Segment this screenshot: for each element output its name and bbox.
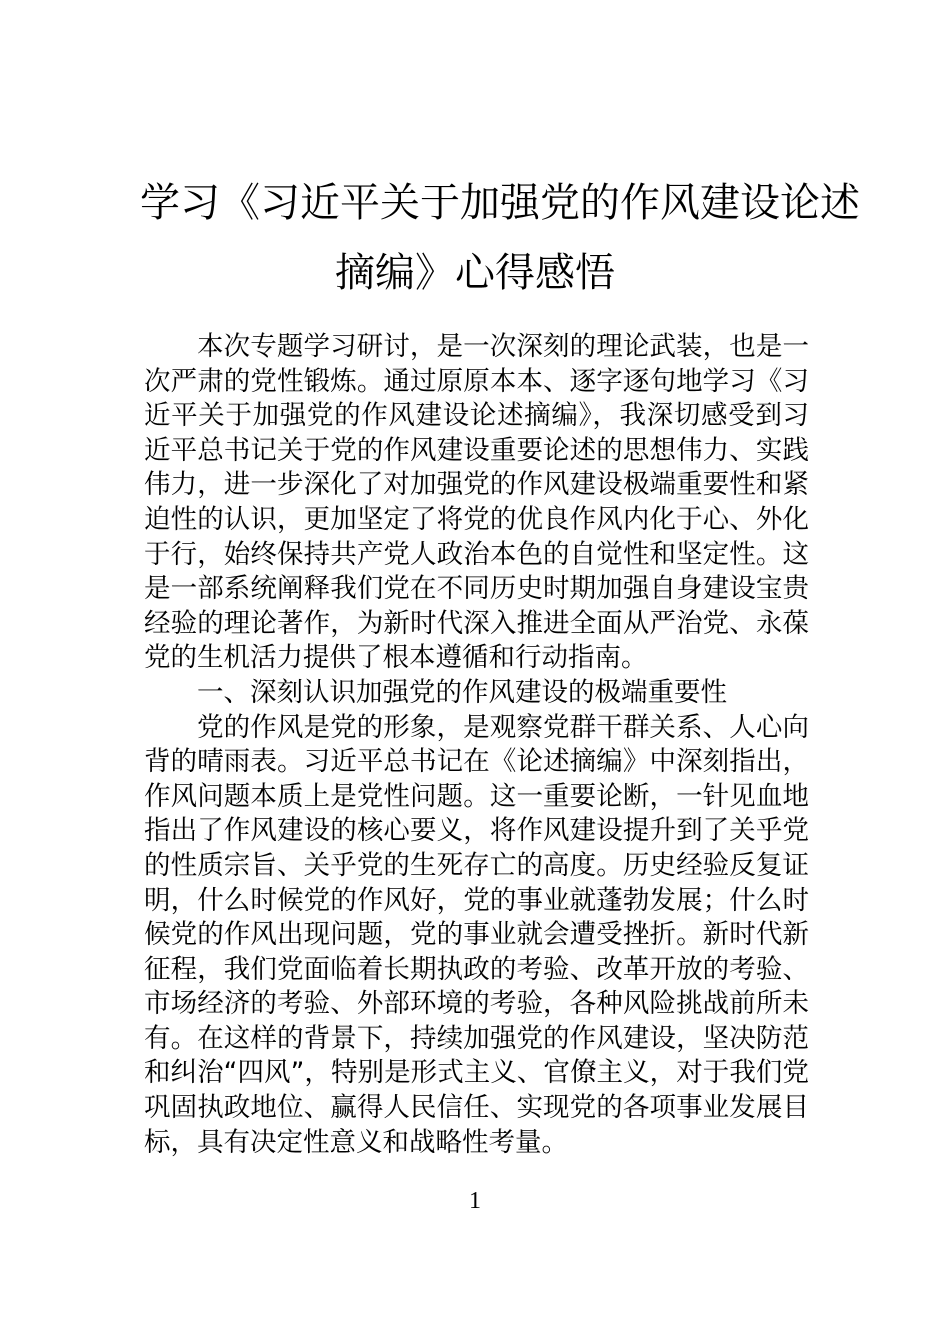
section-1-paragraph: 党的作风是党的形象，是观察党群干群关系、人心向背的晴雨表。习近平总书记在《论述摘编》中深刻指出，作风问题本质上是党性问题。这一重要论断，一针见血地指出了作风建设的核心要义，将作风建设提升到了关乎党的性质宗旨、关乎党的生死存亡的高度。历史经验反复证明，什么时候党的作风好，党的事业就蓬勃发展；什么时候党的作风出现问题，党的事业就会遭受挫折。新时代新征程，我们党面临着长期执政的考验、改革开放的考验、市场经济的考验、外部环境的考验，各种风险挑战前所未有。在这样的背景下，持续加强党的作风建设，坚决防范和纠治“四风”，特别是形式主义、官僚主义，对于我们党巩固执政地位、赢得人民信任、实现党的各项事业发展目标，具有决定性意义和战略性考量。 (144, 711, 809, 1158)
document-title (140, 168, 860, 308)
title-line-1: 学习《习近平关于加强党的作风建设论述 (140, 180, 860, 226)
document-body (144, 330, 809, 1160)
page-number: 1 (469, 1188, 481, 1214)
title-line-2: 摘编》心得感悟 (335, 250, 615, 296)
section-1-heading: 一、深刻认识加强党的作风建设的极端重要性 (197, 676, 727, 708)
intro-paragraph: 本次专题学习研讨，是一次深刻的理论武装，也是一次严肃的党性锻炼。通过原原本本、逐字逐句地学习《习近平关于加强党的作风建设论述摘编》，我深切感受到习近平总书记关于党的作风建设重要论述的思想伟力、实践伟力，进一步深化了对加强党的作风建设极端重要性和紧迫性的认识，更加坚定了将党的优良作风内化于心、外化于行，始终保持共产党人政治本色的自觉性和坚定性。这是一部系统阐释我们党在不同历史时期加强自身建设宝贵经验的理论著作，为新时代深入推进全面从严治党、永葆党的生机活力提供了根本遵循和行动指南。 (144, 331, 809, 674)
